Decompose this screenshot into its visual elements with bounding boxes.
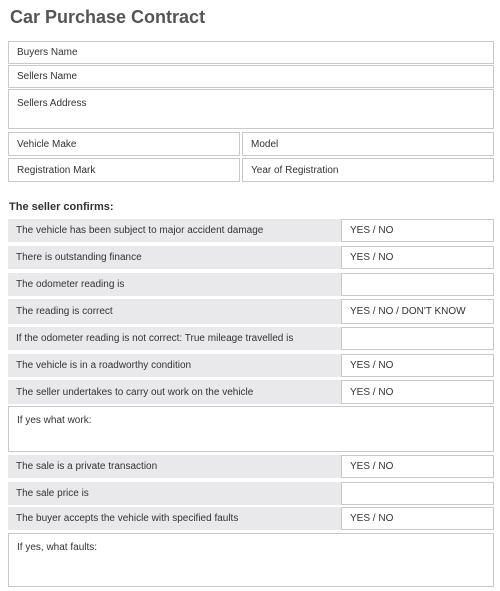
- buyers-name-field[interactable]: Buyers Name: [8, 41, 494, 64]
- page-title: Car Purchase Contract: [10, 7, 206, 27]
- work-details-field[interactable]: If yes what work:: [8, 406, 494, 452]
- accident-damage-answer[interactable]: YES / NO: [341, 219, 494, 242]
- accident-damage-label: The vehicle has been subject to major accident damage: [8, 219, 342, 242]
- roadworthy-label: The vehicle is in a roadworthy condition: [8, 354, 342, 377]
- sale-price-label: The sale price is: [8, 482, 342, 505]
- odometer-reading-label: The odometer reading is: [8, 273, 342, 296]
- private-transaction-label: The sale is a private transaction: [8, 455, 342, 478]
- roadworthy-answer[interactable]: YES / NO: [341, 354, 494, 377]
- outstanding-finance-label: There is outstanding finance: [8, 246, 342, 269]
- section-title: The seller confirms:: [9, 201, 114, 213]
- vehicle-make-field[interactable]: Vehicle Make: [8, 132, 240, 156]
- true-mileage-answer[interactable]: [341, 327, 494, 350]
- faults-details-field[interactable]: If yes, what faults:: [8, 533, 494, 587]
- sale-price-answer[interactable]: [341, 482, 494, 505]
- accepts-faults-label: The buyer accepts the vehicle with specified faults: [8, 507, 342, 530]
- reading-correct-answer[interactable]: YES / NO / DON'T KNOW: [341, 299, 494, 324]
- outstanding-finance-answer[interactable]: YES / NO: [341, 246, 494, 269]
- true-mileage-label: If the odometer reading is not correct: True mileage travelled is: [8, 327, 342, 350]
- year-of-registration-field[interactable]: Year of Registration: [242, 158, 494, 182]
- private-transaction-answer[interactable]: YES / NO: [341, 455, 494, 478]
- odometer-reading-answer[interactable]: [341, 273, 494, 296]
- sellers-address-field[interactable]: Sellers Address: [8, 89, 494, 129]
- sellers-name-field[interactable]: Sellers Name: [8, 65, 494, 88]
- accepts-faults-answer[interactable]: YES / NO: [341, 507, 494, 530]
- model-field[interactable]: Model: [242, 132, 494, 156]
- registration-mark-field[interactable]: Registration Mark: [8, 158, 240, 182]
- reading-correct-label: The reading is correct: [8, 299, 342, 324]
- seller-work-label: The seller undertakes to carry out work on the vehicle: [8, 380, 342, 404]
- seller-work-answer[interactable]: YES / NO: [341, 380, 494, 404]
